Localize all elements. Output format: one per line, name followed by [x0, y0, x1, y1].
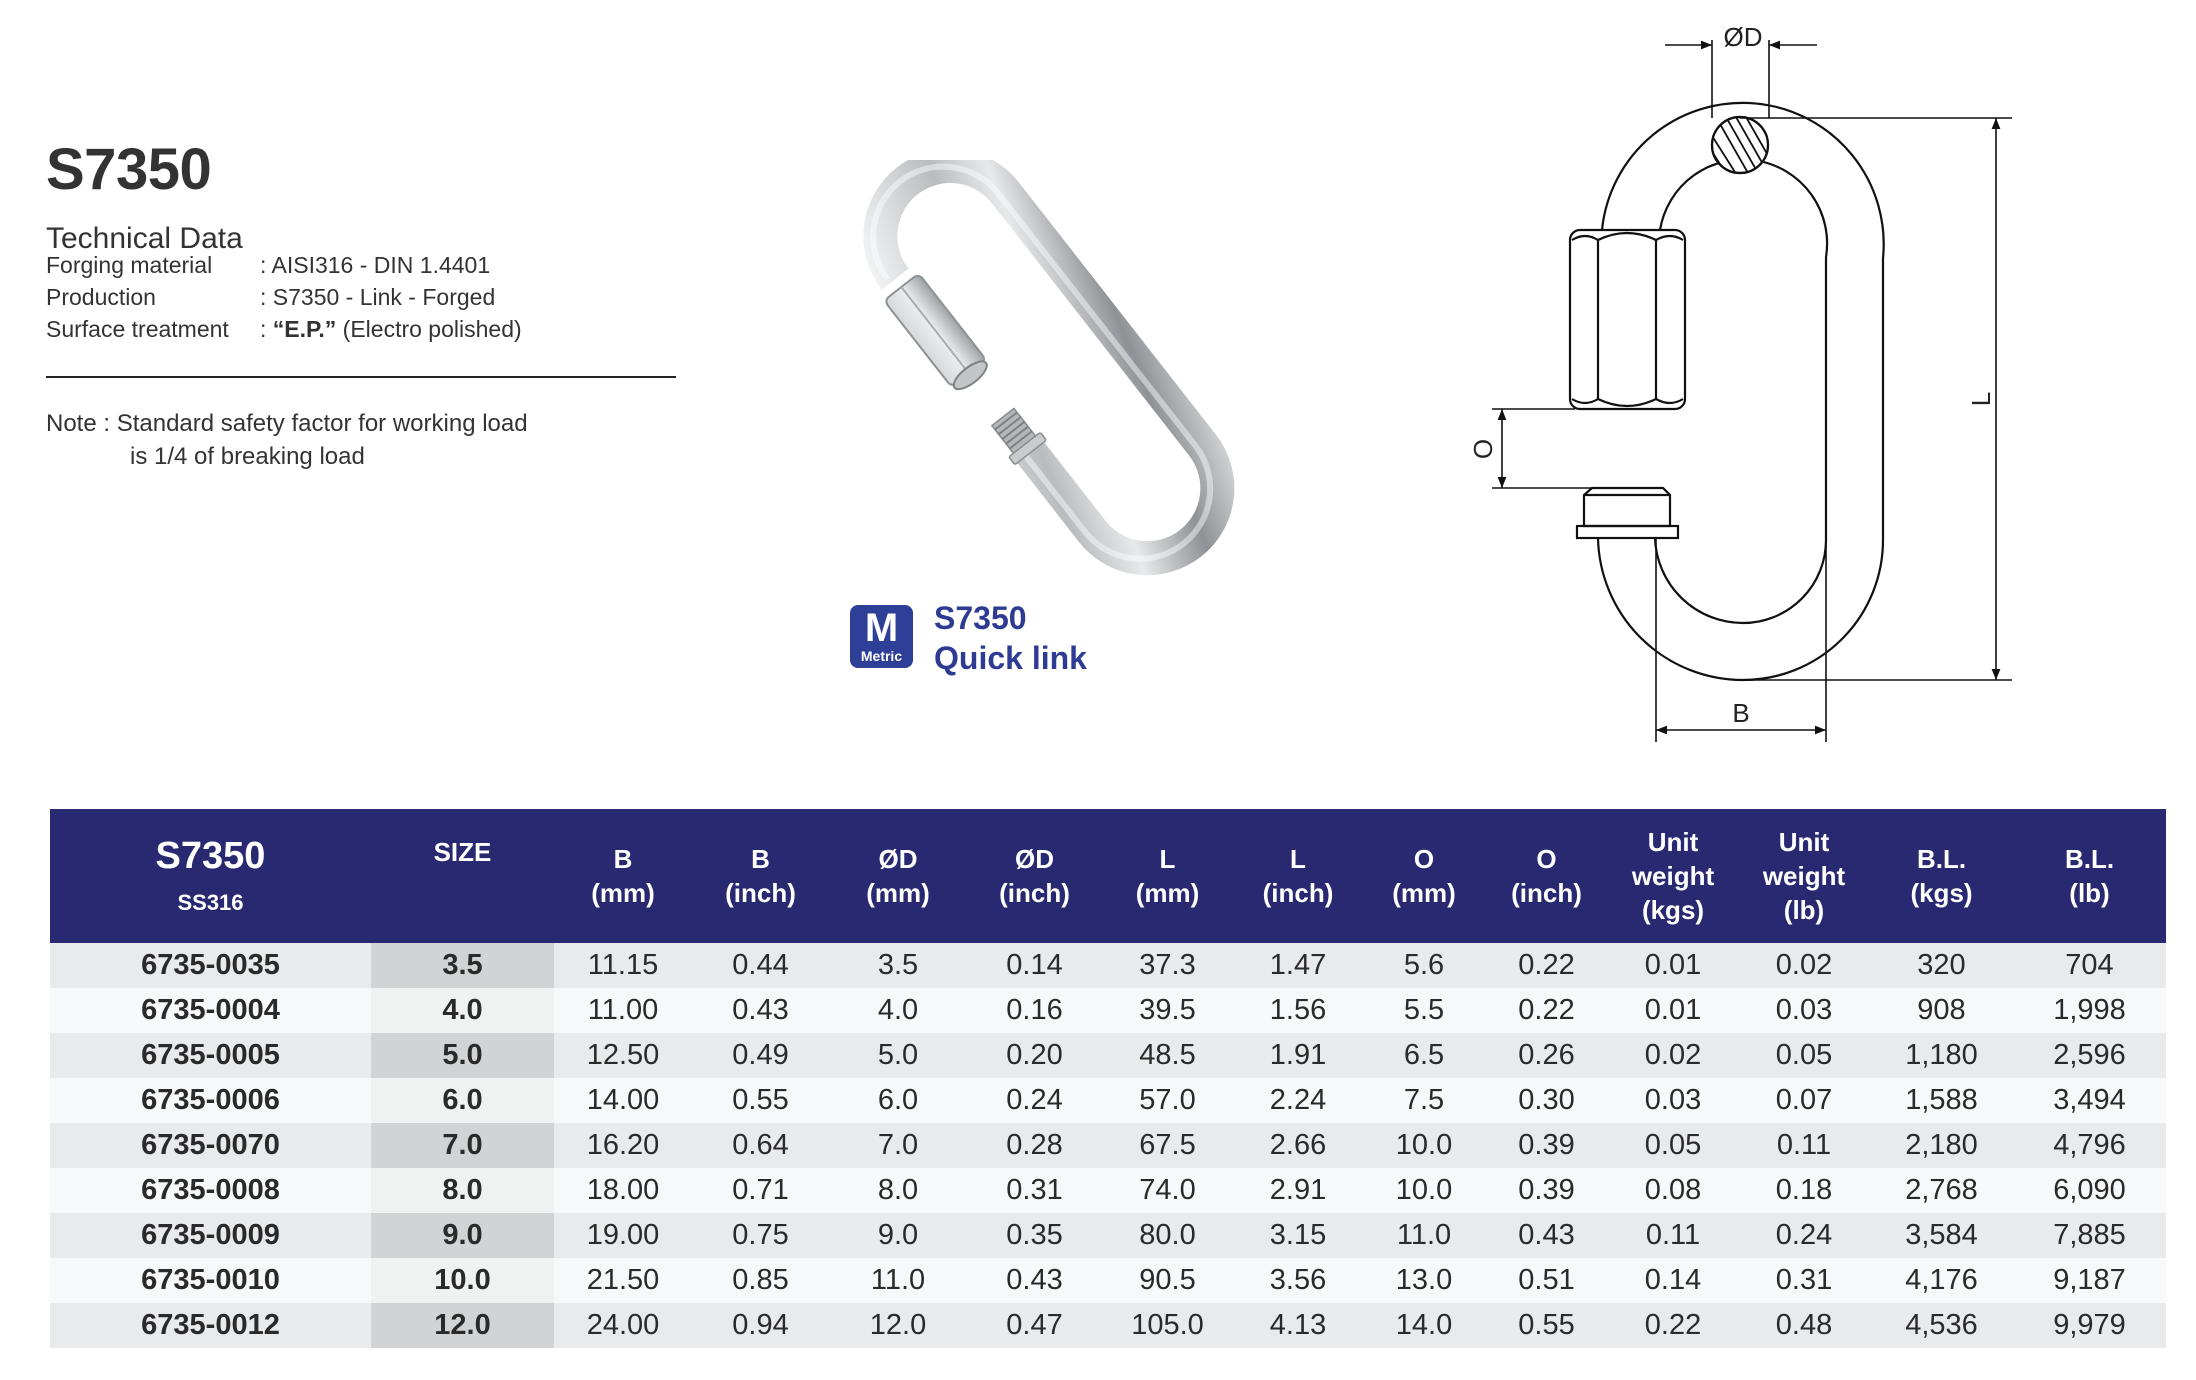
cell-d-mm: 7.0: [829, 1123, 967, 1168]
label-diameter: ØD: [1723, 22, 1763, 52]
cell-o-mm: 10.0: [1363, 1168, 1485, 1213]
cell-b-inch: 0.44: [692, 943, 829, 988]
table-row: [50, 1303, 2166, 1348]
technical-drawing: [1440, 0, 2040, 760]
cell-item-number: 6735-0005: [50, 1033, 371, 1078]
header-label: weight: [1631, 861, 1715, 891]
cell-o-inch: 0.26: [1485, 1033, 1608, 1078]
technical-data-heading: Technical Data: [46, 222, 243, 255]
cell-l-mm: 90.5: [1102, 1258, 1233, 1303]
spec-forging-material: [46, 252, 490, 279]
spec-value: : AISI316 - DIN 1.4401: [260, 252, 491, 278]
header-unit: (mm): [866, 878, 930, 908]
cell-unit-weight-kgs: 0.05: [1608, 1123, 1738, 1168]
cell-size: 12.0: [371, 1303, 554, 1348]
table-header-row: [50, 809, 2166, 943]
cell-d-mm: 9.0: [829, 1213, 967, 1258]
cell-l-inch: 2.24: [1233, 1078, 1363, 1123]
cell-unit-weight-lb: 0.07: [1738, 1078, 1870, 1123]
table-row: [50, 1123, 2166, 1168]
cell-size: 6.0: [371, 1078, 554, 1123]
header-label: L: [1290, 844, 1306, 874]
table-body: [50, 943, 2166, 1348]
cell-b-inch: 0.85: [692, 1258, 829, 1303]
product-code: S7350: [934, 600, 1027, 636]
cell-d-mm: 6.0: [829, 1078, 967, 1123]
spec-surface-treatment: [46, 316, 522, 343]
cell-d-inch: 0.16: [967, 988, 1102, 1033]
header-unit: (inch): [725, 878, 796, 908]
cell-size: 3.5: [371, 943, 554, 988]
header-l-inch: [1233, 809, 1363, 943]
cell-b-mm: 21.50: [554, 1258, 692, 1303]
cell-b-inch: 0.94: [692, 1303, 829, 1348]
header-label: B: [751, 844, 770, 874]
cell-unit-weight-kgs: 0.14: [1608, 1258, 1738, 1303]
cell-unit-weight-kgs: 0.08: [1608, 1168, 1738, 1213]
cell-unit-weight-lb: 0.02: [1738, 943, 1870, 988]
page-title: S7350: [46, 137, 212, 202]
cell-unit-weight-kgs: 0.11: [1608, 1213, 1738, 1258]
table-row: [50, 1213, 2166, 1258]
cell-unit-weight-lb: 0.03: [1738, 988, 1870, 1033]
cell-bl-kgs: 2,768: [1870, 1168, 2013, 1213]
cell-l-mm: 105.0: [1102, 1303, 1233, 1348]
cell-size: 9.0: [371, 1213, 554, 1258]
cell-unit-weight-kgs: 0.01: [1608, 988, 1738, 1033]
spec-value-suffix: (Electro polished): [336, 316, 522, 342]
metric-badge: [850, 605, 913, 668]
cell-item-number: 6735-0006: [50, 1078, 371, 1123]
header-label: L: [1159, 844, 1176, 874]
cell-unit-weight-lb: 0.11: [1738, 1123, 1870, 1168]
header-label: B.L.: [2064, 844, 2115, 874]
header-d-inch: [967, 809, 1102, 943]
header-b-inch: [692, 809, 829, 943]
specification-table: [50, 809, 2166, 1348]
cell-l-mm: 57.0: [1102, 1078, 1233, 1123]
cell-item-number: 6735-0008: [50, 1168, 371, 1213]
cell-d-mm: 4.0: [829, 988, 967, 1033]
cell-o-mm: 5.6: [1363, 943, 1485, 988]
cell-l-mm: 74.0: [1102, 1168, 1233, 1213]
cell-size: 7.0: [371, 1123, 554, 1168]
cell-b-inch: 0.71: [692, 1168, 829, 1213]
metric-badge-label: Metric: [860, 648, 903, 664]
cell-d-mm: 12.0: [829, 1303, 967, 1348]
cell-bl-lb: 9,187: [2013, 1258, 2166, 1303]
cell-l-mm: 67.5: [1102, 1123, 1233, 1168]
spec-value-prefix: :: [260, 316, 273, 342]
cell-b-mm: 19.00: [554, 1213, 692, 1258]
header-model-title: S7350: [155, 835, 266, 877]
cell-l-inch: 2.91: [1233, 1168, 1363, 1213]
cell-item-number: 6735-0012: [50, 1303, 371, 1348]
cell-b-inch: 0.55: [692, 1078, 829, 1123]
header-unit: (inch): [1262, 878, 1334, 908]
note-line-1: Note : Standard safety factor for working load: [46, 410, 528, 437]
cell-o-inch: 0.51: [1485, 1258, 1608, 1303]
cell-bl-kgs: 3,584: [1870, 1213, 2013, 1258]
header-model-material: SS316: [177, 890, 244, 915]
cell-d-inch: 0.31: [967, 1168, 1102, 1213]
cell-o-inch: 0.43: [1485, 1213, 1608, 1258]
cell-o-inch: 0.22: [1485, 988, 1608, 1033]
cell-size: 5.0: [371, 1033, 554, 1078]
header-o-mm: [1363, 809, 1485, 943]
spec-production: [46, 284, 495, 311]
cell-item-number: 6735-0010: [50, 1258, 371, 1303]
header-unit: (mm): [591, 878, 655, 908]
cell-unit-weight-lb: 0.31: [1738, 1258, 1870, 1303]
label-width: B: [1732, 698, 1750, 728]
cell-o-inch: 0.55: [1485, 1303, 1608, 1348]
cell-l-inch: 1.91: [1233, 1033, 1363, 1078]
cell-unit-weight-lb: 0.05: [1738, 1033, 1870, 1078]
label-opening: O: [1468, 438, 1498, 460]
cell-o-inch: 0.39: [1485, 1123, 1608, 1168]
cell-bl-kgs: 4,176: [1870, 1258, 2013, 1303]
cell-d-mm: 11.0: [829, 1258, 967, 1303]
header-unit: (kgs): [1641, 895, 1705, 925]
header-o-inch: [1485, 809, 1608, 943]
cell-l-mm: 80.0: [1102, 1213, 1233, 1258]
cell-o-mm: 5.5: [1363, 988, 1485, 1033]
cell-bl-lb: 4,796: [2013, 1123, 2166, 1168]
cell-size: 8.0: [371, 1168, 554, 1213]
header-label: B: [613, 844, 633, 874]
cell-b-inch: 0.75: [692, 1213, 829, 1258]
header-unit: (kgs): [1910, 878, 1973, 908]
cell-unit-weight-kgs: 0.22: [1608, 1303, 1738, 1348]
cell-l-mm: 37.3: [1102, 943, 1233, 988]
cell-l-inch: 2.66: [1233, 1123, 1363, 1168]
header-unit-weight-kgs: [1608, 809, 1738, 943]
header-size: [371, 809, 554, 943]
cell-b-inch: 0.49: [692, 1033, 829, 1078]
cell-d-inch: 0.43: [967, 1258, 1102, 1303]
cell-bl-kgs: 2,180: [1870, 1123, 2013, 1168]
spec-value: : S7350 - Link - Forged: [260, 284, 496, 310]
header-label: O: [1536, 844, 1557, 874]
table-row: [50, 1258, 2166, 1303]
cell-b-mm: 11.00: [554, 988, 692, 1033]
header-unit: (lb): [1783, 895, 1825, 925]
cell-b-mm: 14.00: [554, 1078, 692, 1123]
header-label: ØD: [1015, 844, 1054, 874]
header-label: SIZE: [433, 837, 492, 867]
cell-o-mm: 7.5: [1363, 1078, 1485, 1123]
header-bl-lb: [2013, 809, 2166, 943]
spec-label: Surface treatment: [46, 316, 229, 342]
label-length: L: [1966, 391, 1996, 407]
header-l-mm: [1102, 809, 1233, 943]
cell-bl-kgs: 1,588: [1870, 1078, 2013, 1123]
cell-o-inch: 0.22: [1485, 943, 1608, 988]
metric-badge-letter: M: [864, 606, 899, 650]
cell-l-inch: 3.15: [1233, 1213, 1363, 1258]
header-label: ØD: [878, 844, 918, 874]
cell-d-mm: 5.0: [829, 1033, 967, 1078]
cell-b-mm: 12.50: [554, 1033, 692, 1078]
cell-bl-lb: 9,979: [2013, 1303, 2166, 1348]
cell-bl-lb: 3,494: [2013, 1078, 2166, 1123]
cell-unit-weight-lb: 0.48: [1738, 1303, 1870, 1348]
cell-d-inch: 0.14: [967, 943, 1102, 988]
cell-d-inch: 0.35: [967, 1213, 1102, 1258]
table-row: [50, 1033, 2166, 1078]
cell-bl-lb: 6,090: [2013, 1168, 2166, 1213]
cell-b-mm: 24.00: [554, 1303, 692, 1348]
cell-item-number: 6735-0004: [50, 988, 371, 1033]
header-b-mm: [554, 809, 692, 943]
cell-unit-weight-kgs: 0.01: [1608, 943, 1738, 988]
cell-unit-weight-lb: 0.24: [1738, 1213, 1870, 1258]
cell-bl-kgs: 320: [1870, 943, 2013, 988]
cell-bl-lb: 704: [2013, 943, 2166, 988]
cell-unit-weight-kgs: 0.02: [1608, 1033, 1738, 1078]
cell-l-inch: 4.13: [1233, 1303, 1363, 1348]
section-divider: [46, 376, 676, 378]
cell-d-inch: 0.47: [967, 1303, 1102, 1348]
header-label: Unit: [1647, 827, 1699, 857]
header-label: weight: [1762, 861, 1846, 891]
cell-o-mm: 14.0: [1363, 1303, 1485, 1348]
cell-o-mm: 10.0: [1363, 1123, 1485, 1168]
cell-d-inch: 0.28: [967, 1123, 1102, 1168]
header-label: Unit: [1778, 827, 1830, 857]
table-row: [50, 1168, 2166, 1213]
header-label: B.L.: [1916, 844, 1967, 874]
header-unit: (lb): [2069, 878, 2110, 908]
cell-o-mm: 13.0: [1363, 1258, 1485, 1303]
header-unit: (mm): [1135, 878, 1200, 908]
cell-l-inch: 1.47: [1233, 943, 1363, 988]
cell-b-mm: 18.00: [554, 1168, 692, 1213]
cell-o-inch: 0.30: [1485, 1078, 1608, 1123]
cell-l-mm: 48.5: [1102, 1033, 1233, 1078]
product-name: Quick link: [934, 640, 1087, 676]
cell-size: 4.0: [371, 988, 554, 1033]
header-unit: (inch): [1511, 878, 1582, 908]
cell-bl-lb: 1,998: [2013, 988, 2166, 1033]
cell-d-inch: 0.20: [967, 1033, 1102, 1078]
spec-label: Forging material: [46, 252, 213, 278]
header-label: O: [1413, 844, 1435, 874]
cell-item-number: 6735-0009: [50, 1213, 371, 1258]
table-row: [50, 943, 2166, 988]
cell-bl-kgs: 4,536: [1870, 1303, 2013, 1348]
header-unit: (inch): [999, 878, 1070, 908]
cell-bl-kgs: 1,180: [1870, 1033, 2013, 1078]
cell-o-mm: 11.0: [1363, 1213, 1485, 1258]
cell-item-number: 6735-0035: [50, 943, 371, 988]
note-line-2: is 1/4 of breaking load: [130, 443, 365, 470]
cell-unit-weight-lb: 0.18: [1738, 1168, 1870, 1213]
cell-bl-lb: 2,596: [2013, 1033, 2166, 1078]
header-bl-kgs: [1870, 809, 2013, 943]
cell-o-inch: 0.39: [1485, 1168, 1608, 1213]
table-row: [50, 1078, 2166, 1123]
table-row: [50, 988, 2166, 1033]
cell-d-mm: 3.5: [829, 943, 967, 988]
cell-item-number: 6735-0070: [50, 1123, 371, 1168]
cell-l-inch: 3.56: [1233, 1258, 1363, 1303]
header-model: [50, 809, 371, 943]
quick-link-photo: [820, 160, 1290, 580]
cell-d-mm: 8.0: [829, 1168, 967, 1213]
cell-b-inch: 0.64: [692, 1123, 829, 1168]
cell-l-inch: 1.56: [1233, 988, 1363, 1033]
spec-value-bold: “E.P.”: [272, 316, 337, 342]
cell-b-mm: 16.20: [554, 1123, 692, 1168]
cell-l-mm: 39.5: [1102, 988, 1233, 1033]
cell-o-mm: 6.5: [1363, 1033, 1485, 1078]
cell-b-mm: 11.15: [554, 943, 692, 988]
cell-bl-lb: 7,885: [2013, 1213, 2166, 1258]
spec-value: [260, 316, 522, 342]
cell-unit-weight-kgs: 0.03: [1608, 1078, 1738, 1123]
cell-b-inch: 0.43: [692, 988, 829, 1033]
header-unit: (mm): [1392, 878, 1456, 908]
cell-d-inch: 0.24: [967, 1078, 1102, 1123]
cell-bl-kgs: 908: [1870, 988, 2013, 1033]
header-unit-weight-lb: [1738, 809, 1870, 943]
cell-size: 10.0: [371, 1258, 554, 1303]
spec-label: Production: [46, 284, 156, 310]
header-d-mm: [829, 809, 967, 943]
